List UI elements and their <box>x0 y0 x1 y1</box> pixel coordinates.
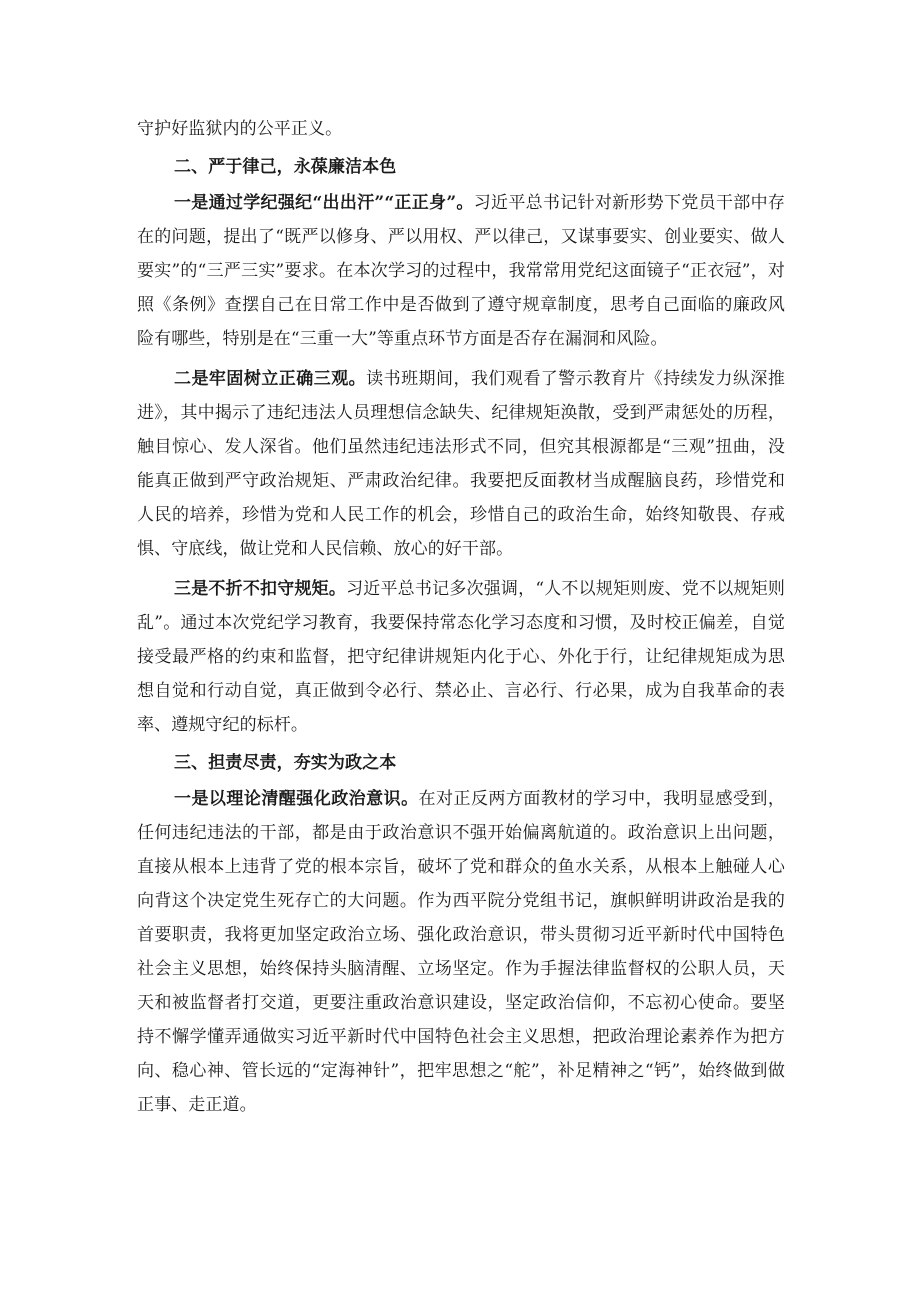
document-page <box>137 112 785 1122</box>
paragraph-discipline-study <box>137 186 785 356</box>
paragraph-body: 习近平总书记针对新形势下党员干部中存在的问题，提出了“既严以修身、严以用权、严以律己，又谋事要实、创业要实、做人要实”的“三严三实”要求。在本次学习的过程中，我常常用党纪这面镜子“正衣冠”，对照《条例》查摆自己在日常工作中是否做到了遵守规章制度，思考自己面临的廉政风险有哪些，特别是在“三重一大”等重点环节方面是否存在漏洞和风险。 <box>137 193 785 349</box>
paragraph-body: 在对正反两方面教材的学习中，我明显感受到，任何违纪违法的干部，都是由于政治意识不强开始偏离航道的。政治意识上出问题，直接从根本上违背了党的根本宗旨，破坏了党和群众的鱼水关系，从根本上触碰人心向背这个决定党生死存亡的大问题。作为西平院分党组书记，旗帜鲜明讲政治是我的首要职责，我将更加坚定政治立场、强化政治意识，带头贯彻习近平新时代中国特色社会主义思想，始终保持头脑清醒、立场坚定。作为手握法律监督权的公职人员，天天和被监督者打交道，更要注重政治意识建设，坚定政治信仰，不忘初心使命。要坚持不懈学懂弄通做实习近平新时代中国特色社会主义思想，把政治理论素养作为把方向、稳心神、管长远的“定海神针”，把牢思想之“舵”，补足精神之“钙”，始终做到做正事、走正道。 <box>137 789 785 1115</box>
paragraph-lead: 三是不折不扣守规矩。 <box>174 579 347 599</box>
paragraph-lead: 一是以理论清醒强化政治意识。 <box>174 789 419 809</box>
paragraph-body: 习近平总书记多次强调，“人不以规矩则废、党不以规矩则乱”。通过本次党纪学习教育，我要保持常态化学习态度和习惯，及时校正偏差，自觉接受最严格的约束和监督，把守纪律讲规矩内化于心、外化于行，让纪律规矩成为思想自觉和行动自觉，真正做到令必行、禁必止、言必行、行必果，成为自我革命的表率、遵规守纪的标杆。 <box>137 579 785 735</box>
paragraph-three-views <box>137 362 785 566</box>
paragraph-lead: 二是牢固树立正确三观。 <box>174 369 367 389</box>
paragraph-lead: 一是通过学纪强纪“出出汗”“正正身”。 <box>174 193 474 213</box>
paragraph-rules <box>137 572 785 742</box>
paragraph-continuation: 守护好监狱内的公平正义。 <box>137 119 343 139</box>
section-heading-2: 二、严于律己，永葆廉洁本色 <box>174 157 397 177</box>
paragraph-body: 读书班期间，我们观看了警示教育片《持续发力纵深推进》，其中揭示了违纪违法人员理想信念缺失、纪律规矩涣散，受到严肃惩处的历程，触目惊心、发人深省。他们虽然违纪违法形式不同，但究其根源都是“三观”扭曲，没能真正做到严守政治规矩、严肃政治纪律。我要把反面教材当成醒脑良药，珍惜党和人民的培养，珍惜为党和人民工作的机会，珍惜自己的政治生命，始终知敬畏、存戒惧、守底线，做让党和人民信赖、放心的好干部。 <box>137 369 785 559</box>
paragraph-political-awareness <box>137 782 785 1122</box>
section-heading-3: 三、担责尽责，夯实为政之本 <box>174 753 397 773</box>
